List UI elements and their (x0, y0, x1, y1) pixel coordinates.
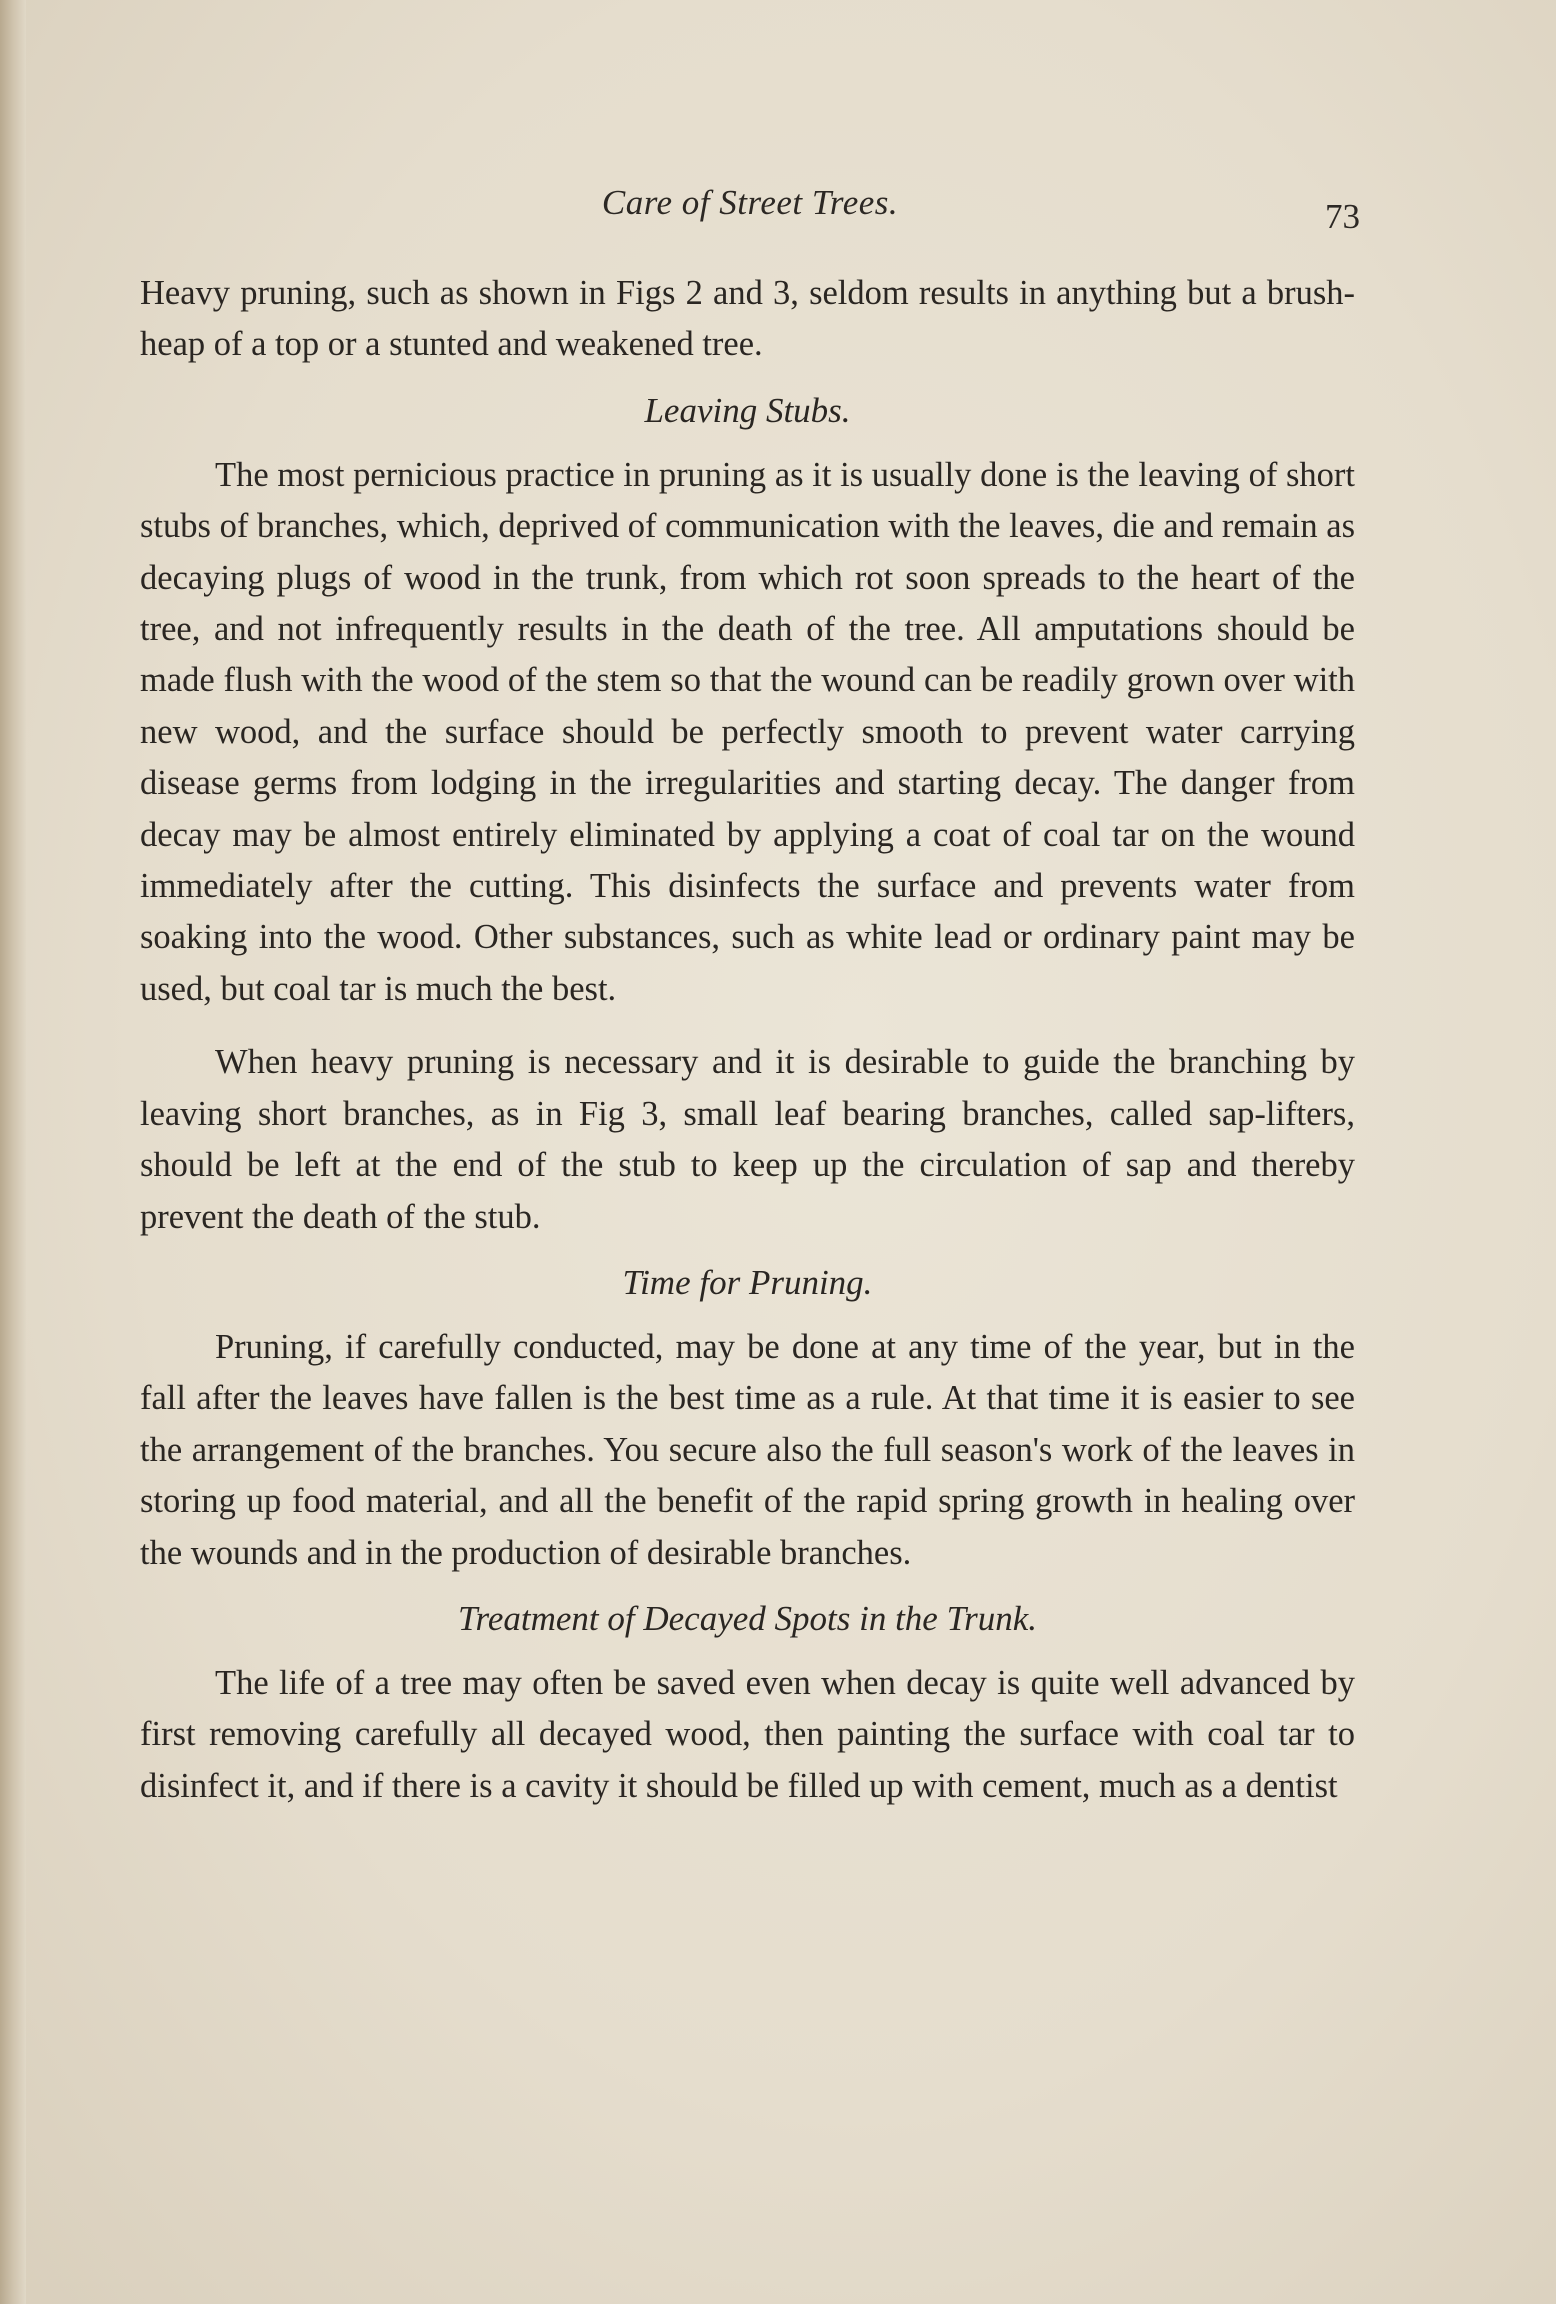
paragraph-heavy-pruning: Heavy pruning, such as shown in Figs 2 and 3, seldom results in anything but a brush-heap of a top or a stunted and weakened tree. (140, 274, 1355, 364)
paragraph-pernicious-practice: The most pernicious practice in pruning as it is usually done is the leaving of short stubs of branches, which, deprived of communication with the leaves, die and remain as decaying plugs of wood in the trunk, from which rot soon spreads to the heart of the tree, and not infrequently results in the death of the tree. All amputations should be made flush with the wood of the stem so that the wound can be readily grown over with new wood, and the surface should be perfectly smooth to prevent water carrying disease germs from lodging in the irregularities and starting decay. The danger from decay may be almost entirely eliminated by applying a coat of coal tar on the wound immediately after the cutting. This disinfects the surface and prevents water from soaking into the wood. Other substances, such as white lead or ordinary paint may be used, but coal tar is much the best. (140, 455, 1355, 1008)
page-gutter-shadow (0, 0, 26, 2304)
page-number: 73 (1325, 197, 1360, 236)
running-head (140, 183, 1360, 243)
section-heading-decayed-spots: Treatment of Decayed Spots in the Trunk. (457, 1598, 1038, 1638)
section-heading-time-for-pruning: Time for Pruning. (622, 1262, 873, 1302)
paragraph-sap-lifters: When heavy pruning is necessary and it is desirable to guide the branching by leaving short branches, as in Fig 3, small leaf bearing branches, called sap-lifters, should be left at the end of the stub to keep up the circulation of sap and thereby prevent the death of the stub. (140, 1043, 1355, 1236)
section-heading-leaving-stubs: Leaving Stubs. (644, 390, 851, 430)
running-title: Care of Street Trees. (601, 183, 899, 222)
body-text (140, 268, 1355, 1812)
paragraph-pruning-time: Pruning, if carefully conducted, may be done at any time of the year, but in the fall after the leaves have fallen is the best time as a rule. At that time it is easier to see the arrangement of the branches. You secure also the full season's work of the leaves in storing up food material, and all the benefit of the rapid spring growth in healing over the wounds and in the production of desirable branches. (140, 1327, 1355, 1572)
paragraph-decay-treatment: The life of a tree may often be saved even when decay is quite well advanced by first removing carefully all decayed wood, then painting the surface with coal tar to disinfect it, and if there is a cavity it should be filled up with cement, much as a dentist (140, 1663, 1355, 1805)
